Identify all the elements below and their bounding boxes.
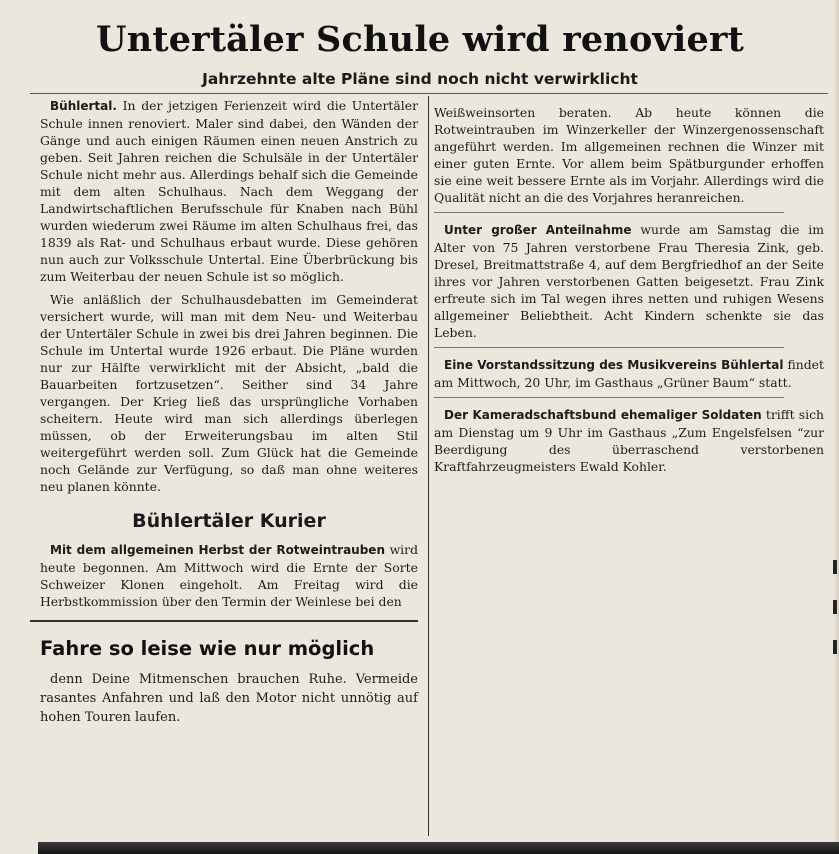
box-rule <box>30 620 418 622</box>
kurier-title: Bühlertäler Kurier <box>132 510 326 532</box>
item-separator <box>434 212 784 213</box>
bottom-strip <box>38 842 839 854</box>
edge-marks <box>833 560 837 680</box>
kurier-item-1-continued: Weißweinsorten beraten. Ab heute können die Rotweintrauben im Winzerkeller der Winzergenossenschaft angeführt werden. Im allgemeinen rechnen die Winzer mit einer guten Ernte. Vor allem beim Spätburgunder erhoffen sie eine weit bessere Ernte als im Vorjahr. Allerdings wird die Qualität nicht an die des Vorjahres heranreichen. <box>434 105 824 205</box>
box-text: denn Deine Mitmenschen brauchen Ruhe. Vermeide rasantes Anfahren und laß den Motor nicht unnötig auf hohen Touren laufen. <box>40 672 418 725</box>
item-separator <box>434 397 784 398</box>
kurier-item-3 <box>434 356 824 391</box>
article-paragraph-1 <box>40 97 418 285</box>
kurier-item-4-lead: Der Kameradschaftsbund ehemaliger Soldaten <box>444 408 762 422</box>
kurier-item-2 <box>434 221 824 341</box>
box-title: Fahre so leise wie nur möglich <box>40 637 375 660</box>
kurier-item-1 <box>40 541 418 610</box>
page-edge <box>833 0 839 854</box>
column-divider <box>428 96 429 836</box>
kurier-item-4 <box>434 406 824 475</box>
left-column <box>40 97 418 733</box>
right-column <box>434 104 824 481</box>
kurier-item-3-lead: Eine Vorstandssitzung des Musikvereins Bühlertal <box>444 358 784 372</box>
header-rule <box>30 93 828 94</box>
dateline: Bühlertal. <box>50 99 117 113</box>
article-paragraph-1-text: In der jetzigen Ferienzeit wird die Untertäler Schule innen renoviert. Maler sind dabei, den Wänden der Gänge und auch einigen Räumen einen neuen Anstrich zu geben. Seit Jahren reichen die Schulsäle in der Untertäler Schule nicht mehr aus. Allerdings behalf sich die Gemeinde mit dem alten Schulhaus. Nach dem Weggang der Landwirtschaftlichen Berufsschule für Knaben nach Bühl wurden wiederum zwei Räume im alten Schulhaus frei, das 1839 als Rat- und Schulhaus erbaut wurde. Diese gehören nun auch zur Volksschule Untertal. Eine Überbrückung bis zum Weiterbau der neuen Schule ist so möglich. <box>40 98 418 284</box>
article-headline: Untertäler Schule wird renoviert <box>95 19 745 60</box>
kurier-item-1-text: wird heute begonnen. Am Mittwoch wird die Ernte der Sorte Schweizer Klonen eingeholt. Am Freitag wird die Herbstkommission über den Termin der Weinlese bei den <box>40 542 418 609</box>
kurier-item-1-lead: Mit dem allgemeinen Herbst der Rotweintrauben <box>50 543 385 557</box>
kurier-item-3-text: findet am Mittwoch, 20 Uhr, im Gasthaus „Grüner Baum“ statt. <box>434 357 824 390</box>
item-separator <box>434 347 784 348</box>
kurier-item-4-text: trifft sich am Dienstag um 9 Uhr im Gasthaus „Zum Engelsfelsen “zur Beerdigung des überraschend verstorbenen Kraftfahrzeugmeisters Ewald Kohler. <box>434 407 824 474</box>
kurier-item-2-lead: Unter großer Anteilnahme <box>444 223 632 237</box>
kurier-item-2-text: wurde am Samstag die im Alter von 75 Jahren verstorbene Frau Theresia Zink, geb. Dresel, Breitmattstraße 4, auf dem Bergfriedhof an der Seite ihres vor Jahren verstorbenen Gatten beigesetzt. Frau Zink erfreute sich im Tal wegen ihres netten und ruhigen Wesens allgemeiner Beliebtheit. Acht Kindern schenkte sie das Leben. <box>434 222 824 340</box>
article-subheadline: Jahrzehnte alte Pläne sind noch nicht verwirklicht <box>202 70 638 88</box>
article-paragraph-2: Wie anläßlich der Schulhausdebatten im Gemeinderat versichert wurde, will man mit dem Neu- und Weiterbau der Untertäler Schule in zwei bis drei Jahren beginnen. Die Schule im Untertal wurde 1926 erbaut. Die Pläne wurden nur zur Hälfte verwirklicht mit der Absicht, „bald die Bauarbeiten fortzusetzen“. Seither sind 34 Jahre vergangen. Der Krieg ließ das ursprüngliche Vorhaben scheitern. Heute wird man sich allerdings überlegen müssen, ob der Erweiterungsbau im alten Stil weitergeführt werden soll. Zum Glück hat die Gemeinde noch Gelände zur Verfügung, so daß man ohne weiteres neu planen könnte. <box>40 292 418 494</box>
